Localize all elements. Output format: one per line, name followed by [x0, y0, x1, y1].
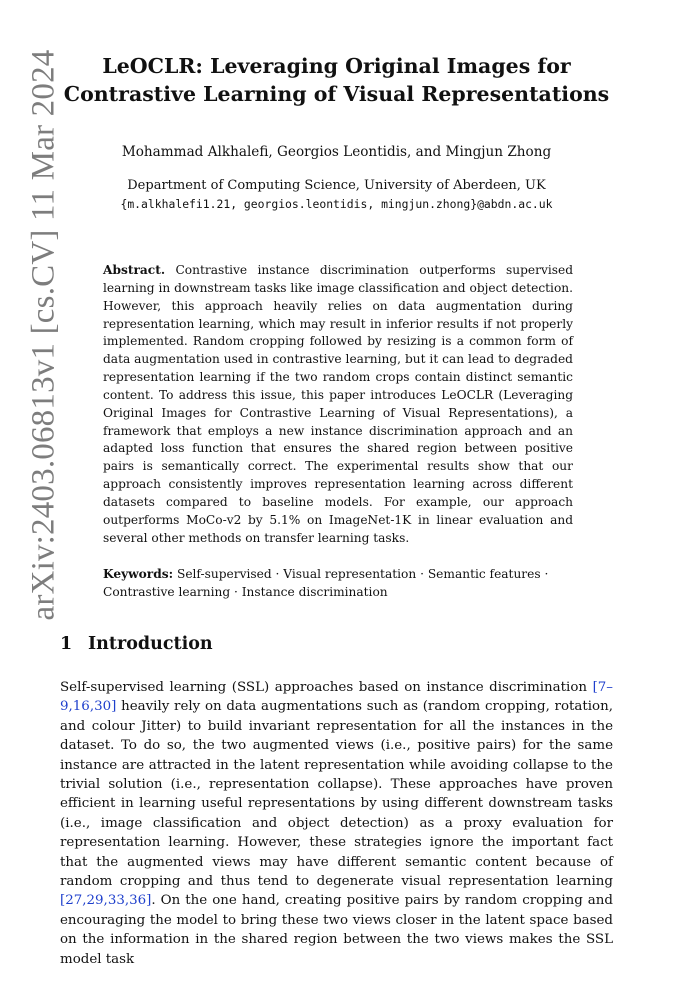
intro-text-2: heavily rely on data augmentations such as (random cropping, rotation, and colour Jitter) to build invariant representation for all the instances in the dataset. To do so, the two augmented views (i.e., positive pairs) for the same instance are attracted in the latent representation while avoiding collapse to the trivial solution (i.e., representation collapse). These approaches have proven efficient in learning useful representations by using different downstream tasks (i.e., image classification and object detection) as a proxy evaluation for representation learning. However, these strategies ignore the important fact that the augmented views may have different semantic content because of random cropping and thus tend to degenerate visual representation learning	[60, 699, 613, 890]
title-line-1: LeOCLR: Leveraging Original Images for	[102, 54, 571, 78]
intro-text-1: Self-supervised learning (SSL) approaches based on instance discrimination	[60, 680, 588, 695]
abstract-label: Abstract.	[103, 263, 166, 277]
intro-paragraph	[60, 678, 613, 969]
keywords-label: Keywords:	[103, 567, 174, 581]
title-line-2: Contrastive Learning of Visual Representations	[63, 82, 610, 106]
abstract-text: Contrastive instance discrimination outperforms supervised learning in downstream tasks like image classification and object detection. However, this approach heavily relies on data augmentation during representation learning, which may result in inferior results if not properly implemented. Random cropping followed by resizing is a common form of data augmentation used in contrastive learning, but it can lead to degraded representation learning if the two random crops contain distinct semantic content. To address this issue, this paper introduces LeOCLR (Leveraging Original Images for Contrastive Learning of Visual Representations), a framework that employs a new instance discrimination approach and an adapted loss function that ensures the shared region between positive pairs is semantically correct. The experimental results show that our approach consistently improves representation learning across different datasets compared to baseline models. For example, our approach outperforms MoCo-v2 by 5.1% on ImageNet-1K in linear evaluation and several other methods on transfer learning tasks.	[103, 263, 574, 545]
author-emails: {m.alkhalefi1.21, georgios.leontidis, mingjun.zhong}@abdn.ac.uk	[120, 197, 553, 211]
author-list: Mohammad Alkhalefi, Georgios Leontidis, and Mingjun Zhong	[121, 144, 552, 160]
paper-title	[60, 52, 613, 108]
arxiv-id-stamp: arXiv:2403.06813v1 [cs.CV] 11 Mar 2024	[25, 49, 62, 621]
section-heading	[60, 634, 213, 654]
arxiv-sidebar	[18, 40, 70, 630]
citation-link[interactable]: [27,29,33,36]	[60, 893, 152, 909]
section-title: Introduction	[88, 634, 213, 654]
affiliation-block	[60, 177, 613, 213]
keywords	[103, 566, 573, 602]
affiliation: Department of Computing Science, University of Aberdeen, UK	[127, 178, 546, 193]
keywords-text: Self-supervised · Visual representation · Semantic features · Contrastive learning · Instance discrimination	[103, 567, 549, 599]
abstract	[103, 262, 573, 548]
intro-text-3: . On the one hand, creating positive pairs by random cropping and encouraging the model to bring these two views closer in the latent space based on the information in the shared region between the two views makes the SSL model task	[60, 893, 613, 967]
section-number: 1	[60, 634, 73, 654]
citation-link[interactable]: [7–9,16,30]	[60, 680, 614, 715]
